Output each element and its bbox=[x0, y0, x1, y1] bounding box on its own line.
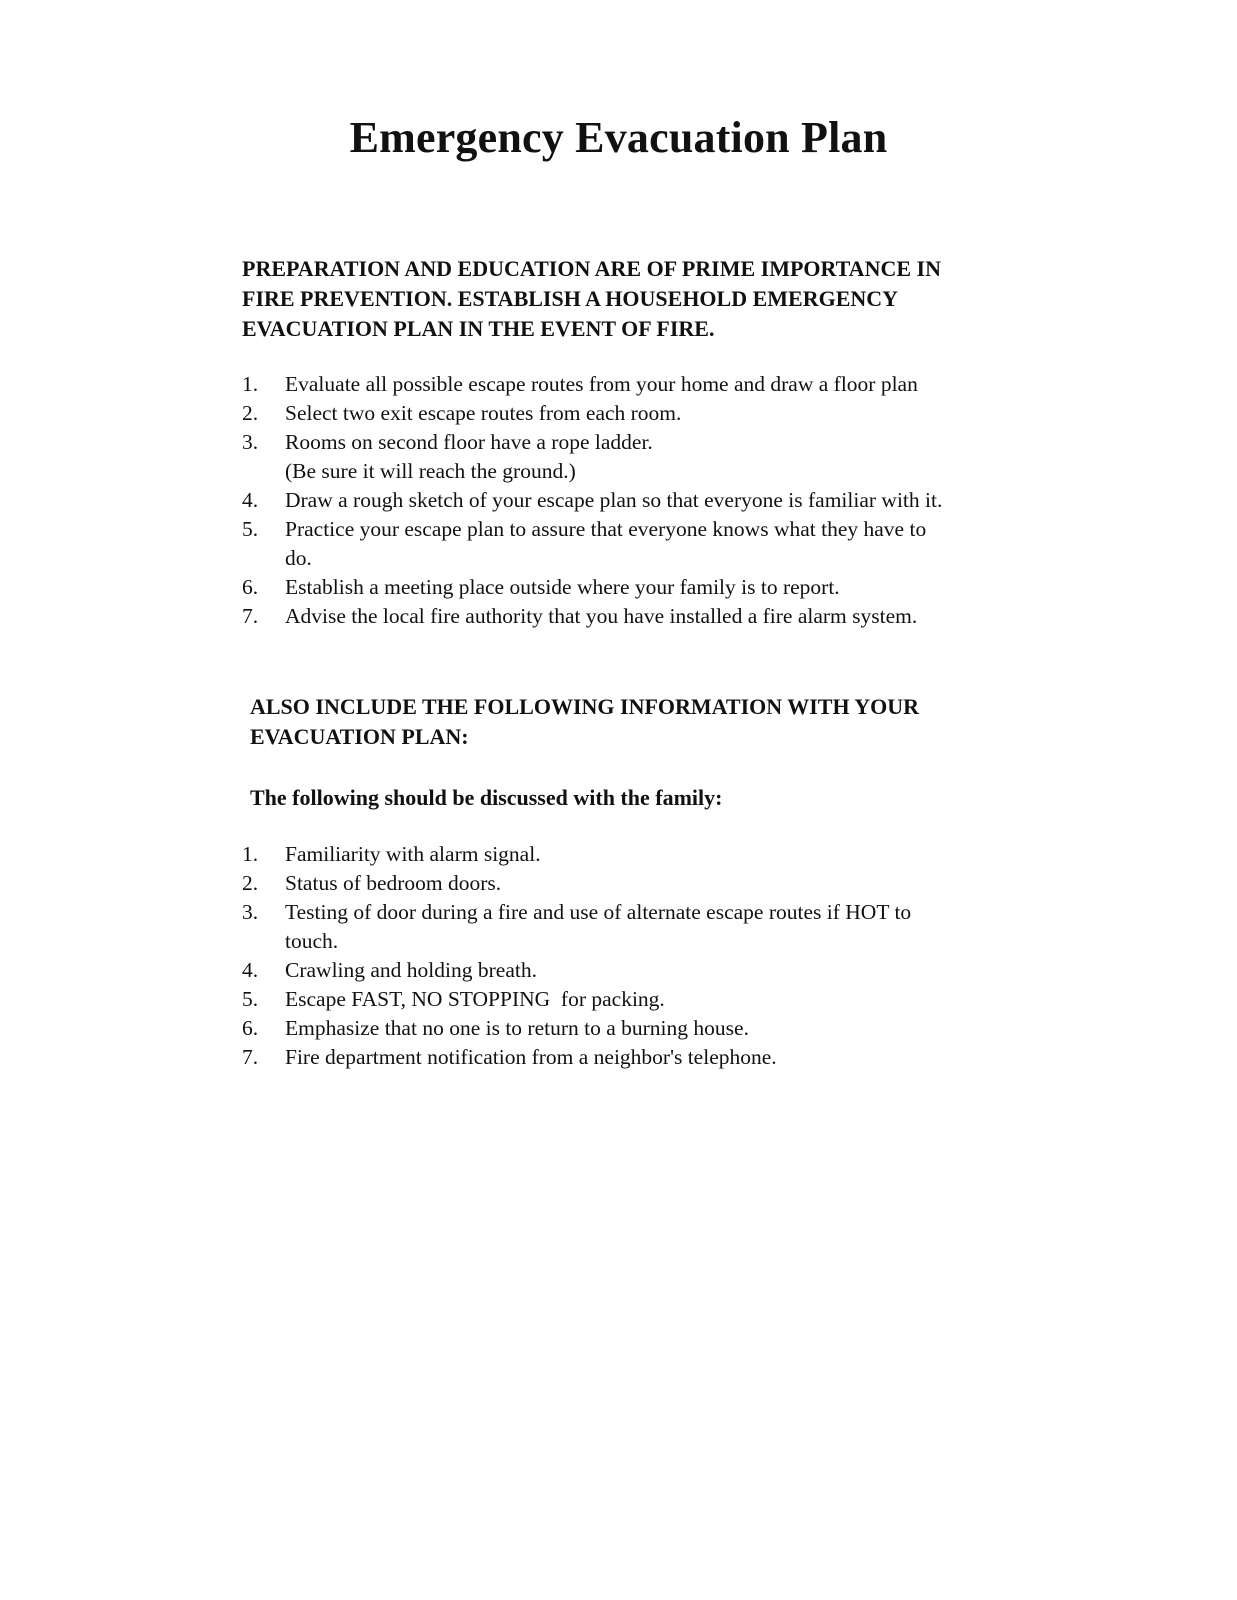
item-number: 4. bbox=[242, 958, 259, 982]
item-number: 4. bbox=[242, 488, 259, 512]
section-heading-line: EVACUATION PLAN: bbox=[250, 724, 469, 749]
list-item bbox=[242, 428, 1022, 486]
item-number: 2. bbox=[242, 871, 259, 895]
item-text: Fire department notification from a neighbor's telephone. bbox=[285, 1045, 777, 1069]
list-item bbox=[242, 898, 1022, 956]
item-number: 5. bbox=[242, 517, 259, 541]
item-number: 5. bbox=[242, 987, 259, 1011]
discussion-list bbox=[242, 840, 1022, 1072]
item-text-continued: touch. bbox=[285, 929, 339, 953]
item-text: Establish a meeting place outside where your family is to report. bbox=[285, 575, 840, 599]
list-item bbox=[242, 515, 1022, 573]
intro-line: FIRE PREVENTION. ESTABLISH A HOUSEHOLD EMERGENCY bbox=[242, 286, 899, 311]
item-text-continued: do. bbox=[285, 546, 312, 570]
item-number: 6. bbox=[242, 575, 259, 599]
item-number: 3. bbox=[242, 900, 259, 924]
subheading: The following should be discussed with the family: bbox=[250, 785, 723, 810]
list-item bbox=[242, 573, 1022, 602]
list-item bbox=[242, 840, 1022, 869]
item-text: Status of bedroom doors. bbox=[285, 871, 502, 895]
list-item bbox=[242, 399, 1022, 428]
list-item bbox=[242, 1043, 1022, 1072]
item-text: Advise the local fire authority that you have installed a fire alarm system. bbox=[285, 604, 918, 628]
intro-line: PREPARATION AND EDUCATION ARE OF PRIME IMPORTANCE IN bbox=[242, 256, 941, 281]
item-text: Crawling and holding breath. bbox=[285, 958, 537, 982]
escape-steps-list bbox=[242, 370, 1022, 631]
item-text: Rooms on second floor have a rope ladder. bbox=[285, 430, 653, 454]
item-number: 1. bbox=[242, 372, 259, 396]
item-number: 7. bbox=[242, 604, 259, 628]
item-text: Select two exit escape routes from each room. bbox=[285, 401, 682, 425]
item-text: Familiarity with alarm signal. bbox=[285, 842, 541, 866]
item-number: 2. bbox=[242, 401, 259, 425]
list-item bbox=[242, 602, 1022, 631]
intro-paragraph bbox=[242, 254, 1022, 344]
list-item bbox=[242, 956, 1022, 985]
item-text: Draw a rough sketch of your escape plan so that everyone is familiar with it. bbox=[285, 488, 943, 512]
section-heading-line: ALSO INCLUDE THE FOLLOWING INFORMATION WITH YOUR bbox=[250, 694, 920, 719]
page-title: Emergency Evacuation Plan bbox=[349, 113, 888, 162]
item-text: Escape FAST, NO STOPPING for packing. bbox=[285, 987, 665, 1011]
list-item bbox=[242, 985, 1022, 1014]
item-number: 6. bbox=[242, 1016, 259, 1040]
item-number: 3. bbox=[242, 430, 259, 454]
item-number: 7. bbox=[242, 1045, 259, 1069]
intro-line: EVACUATION PLAN IN THE EVENT OF FIRE. bbox=[242, 316, 715, 341]
item-text-continued: (Be sure it will reach the ground.) bbox=[285, 459, 576, 483]
list-item bbox=[242, 486, 1022, 515]
list-item bbox=[242, 1014, 1022, 1043]
item-text: Practice your escape plan to assure that everyone knows what they have to bbox=[285, 517, 927, 541]
list-item bbox=[242, 370, 1022, 399]
list-item bbox=[242, 869, 1022, 898]
item-text: Testing of door during a fire and use of alternate escape routes if HOT to bbox=[285, 900, 912, 924]
item-text: Emphasize that no one is to return to a burning house. bbox=[285, 1016, 749, 1040]
section-heading bbox=[250, 692, 1010, 752]
item-number: 1. bbox=[242, 842, 259, 866]
item-text: Evaluate all possible escape routes from your home and draw a floor plan bbox=[285, 372, 918, 396]
